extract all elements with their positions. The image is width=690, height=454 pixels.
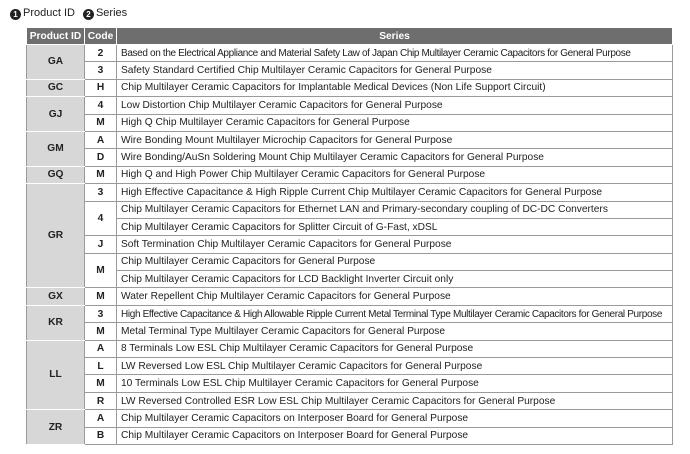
table-row [27, 288, 673, 305]
series-cell: LW Reversed Controlled ESR Low ESL Chip Multilayer Ceramic Capacitors for General Purpose [117, 392, 673, 409]
code-cell: M [85, 253, 117, 288]
table-row [27, 358, 673, 375]
series-cell: Wire Bonding/AuSn Soldering Mount Chip Multilayer Ceramic Capacitors for General Purpose [117, 149, 673, 166]
table-row [27, 149, 673, 166]
code-cell: A [85, 410, 117, 427]
product-id-cell: GX [27, 288, 85, 305]
code-cell: R [85, 392, 117, 409]
series-cell: Wire Bonding Mount Multilayer Microchip Capacitors for General Purpose [117, 131, 673, 148]
code-cell: M [85, 166, 117, 183]
table-row [27, 253, 673, 270]
product-id-cell: LL [27, 340, 85, 410]
table-row [27, 184, 673, 201]
series-cell: High Effective Capacitance & High Allowable Ripple Current Metal Terminal Type Multilayer Ceramic Capacitors for General Purpose [117, 305, 673, 322]
code-cell: D [85, 149, 117, 166]
series-cell: High Q Chip Multilayer Ceramic Capacitors for General Purpose [117, 114, 673, 131]
product-id-cell: KR [27, 305, 85, 340]
series-cell: LW Reversed Low ESL Chip Multilayer Ceramic Capacitors for General Purpose [117, 358, 673, 375]
table-row [27, 323, 673, 340]
series-table [26, 27, 673, 445]
legend [10, 7, 127, 20]
table-row [27, 218, 673, 235]
series-cell: High Q and High Power Chip Multilayer Ceramic Capacitors for General Purpose [117, 166, 673, 183]
code-cell: L [85, 358, 117, 375]
code-cell: B [85, 427, 117, 444]
table-row [27, 45, 673, 62]
table-row [27, 410, 673, 427]
series-cell: Chip Multilayer Ceramic Capacitors for Implantable Medical Devices (Non Life Support Circuit) [117, 79, 673, 96]
header-code: Code [85, 28, 117, 45]
series-cell: Chip Multilayer Ceramic Capacitors for Ethernet LAN and Primary-secondary coupling of DC-DC Converters [117, 201, 673, 218]
product-id-cell: ZR [27, 410, 85, 445]
table-row [27, 62, 673, 79]
series-cell: Chip Multilayer Ceramic Capacitors on Interposer Board for General Purpose [117, 410, 673, 427]
series-cell: Chip Multilayer Ceramic Capacitors for Splitter Circuit of G-Fast, xDSL [117, 218, 673, 235]
code-cell: H [85, 79, 117, 96]
code-cell: A [85, 131, 117, 148]
legend-label-product-id: Product ID [23, 7, 75, 19]
header-series: Series [117, 28, 673, 45]
product-id-cell: GQ [27, 166, 85, 183]
product-id-cell: GA [27, 45, 85, 80]
series-cell: Metal Terminal Type Multilayer Ceramic Capacitors for General Purpose [117, 323, 673, 340]
legend-number-1: 1 [10, 9, 21, 20]
series-cell: Water Repellent Chip Multilayer Ceramic Capacitors for General Purpose [117, 288, 673, 305]
table-row [27, 340, 673, 357]
code-cell: A [85, 340, 117, 357]
product-id-cell: GJ [27, 97, 85, 132]
code-cell: 3 [85, 184, 117, 201]
table-row [27, 166, 673, 183]
series-cell: Based on the Electrical Appliance and Material Safety Law of Japan Chip Multilayer Ceramic Capacitors for General Purpose [117, 45, 673, 62]
code-cell: M [85, 288, 117, 305]
code-cell: 4 [85, 97, 117, 114]
table-row [27, 236, 673, 253]
code-cell: M [85, 375, 117, 392]
table-row [27, 114, 673, 131]
legend-number-2: 2 [83, 9, 94, 20]
table-row [27, 201, 673, 218]
series-cell: 10 Terminals Low ESL Chip Multilayer Ceramic Capacitors for General Purpose [117, 375, 673, 392]
code-cell: 2 [85, 45, 117, 62]
table-row [27, 375, 673, 392]
table-row [27, 131, 673, 148]
series-cell: Chip Multilayer Ceramic Capacitors for General Purpose [117, 253, 673, 270]
table-row [27, 392, 673, 409]
series-cell: Low Distortion Chip Multilayer Ceramic Capacitors for General Purpose [117, 97, 673, 114]
series-cell: 8 Terminals Low ESL Chip Multilayer Ceramic Capacitors for General Purpose [117, 340, 673, 357]
code-cell: M [85, 114, 117, 131]
table-row [27, 427, 673, 444]
series-cell: Chip Multilayer Ceramic Capacitors on Interposer Board for General Purpose [117, 427, 673, 444]
code-cell: J [85, 236, 117, 253]
series-cell: Chip Multilayer Ceramic Capacitors for LCD Backlight Inverter Circuit only [117, 271, 673, 288]
code-cell: 3 [85, 305, 117, 322]
code-cell: M [85, 323, 117, 340]
product-id-cell: GR [27, 184, 85, 288]
series-cell: Safety Standard Certified Chip Multilayer Ceramic Capacitors for General Purpose [117, 62, 673, 79]
table-header-row [27, 28, 673, 45]
code-cell: 4 [85, 201, 117, 236]
code-cell: 3 [85, 62, 117, 79]
series-cell: High Effective Capacitance & High Ripple Current Chip Multilayer Ceramic Capacitors for General Purpose [117, 184, 673, 201]
legend-label-series: Series [95, 7, 128, 19]
table-row [27, 97, 673, 114]
product-id-cell: GC [27, 79, 85, 96]
table-row [27, 305, 673, 322]
table-row [27, 271, 673, 288]
series-cell: Soft Termination Chip Multilayer Ceramic Capacitors for General Purpose [117, 236, 673, 253]
product-id-cell: GM [27, 131, 85, 166]
table-row [27, 79, 673, 96]
header-product-id: Product ID [27, 28, 85, 45]
